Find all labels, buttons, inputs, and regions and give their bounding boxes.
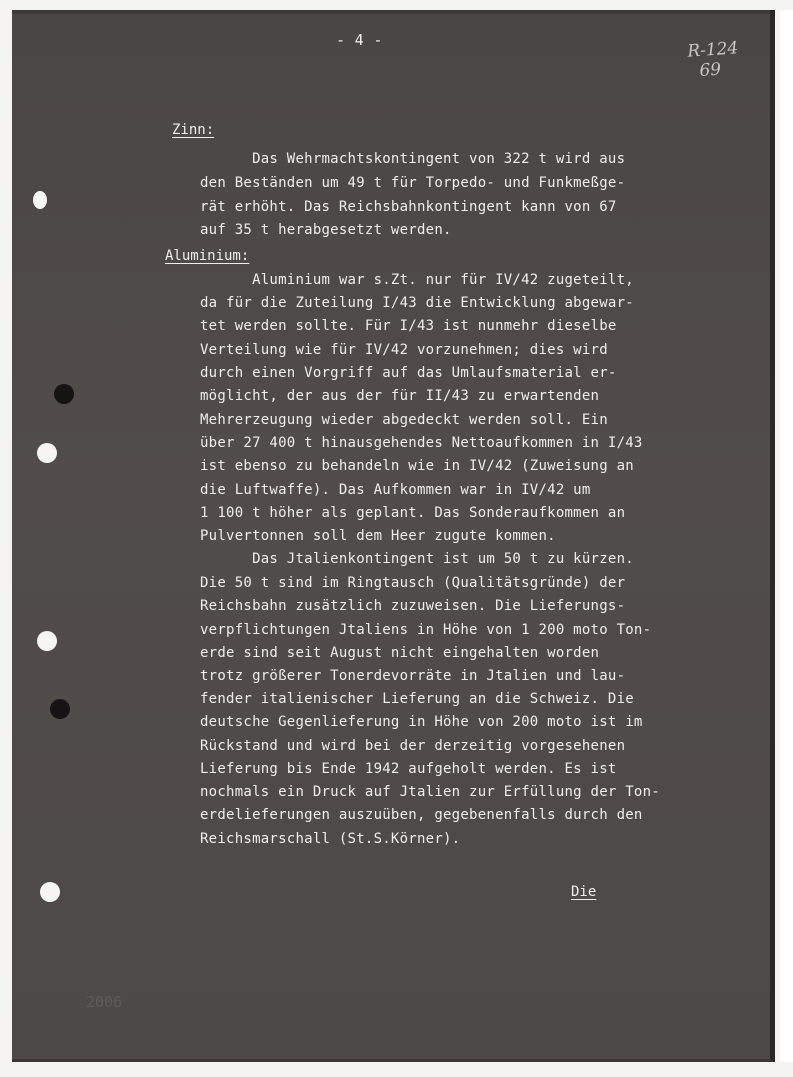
archive-mark-line: R-124 [686, 38, 739, 62]
text-line: über 27 400 t hinausgehendes Nettoaufkommen in I/43 [200, 435, 643, 451]
punch-hole [37, 631, 57, 651]
text-line: Verteilung wie für IV/42 vorzunehmen; dies wird [200, 342, 608, 358]
text-line: Reichsmarschall (St.S.Körner). [200, 831, 461, 847]
text-line: erde sind seit August nicht eingehalten worden [200, 645, 600, 661]
text-line: da für die Zuteilung I/43 die Entwicklung abgewar- [200, 295, 634, 311]
text-line: verpflichtungen Jtaliens in Höhe von 1 200 moto Ton- [200, 622, 652, 638]
text-line: Die 50 t sind im Ringtausch (Qualitätsgründe) der [200, 575, 626, 591]
text-line: nochmals ein Druck auf Jtalien zur Erfüllung der Ton- [200, 784, 660, 800]
text-line: tet werden sollte. Für I/43 ist nunmehr dieselbe [200, 318, 617, 334]
text-line: Aluminium war s.Zt. nur für IV/42 zugeteilt, [200, 272, 634, 288]
page-number: - 4 - [336, 31, 383, 49]
punch-hole [54, 384, 74, 404]
text-line: Mehrerzeugung wieder abgedeckt werden soll. Ein [200, 412, 608, 428]
text-line: erdelieferungen auszuüben, gegebenenfalls durch den [200, 807, 643, 823]
text-line: durch einen Vorgriff auf das Umlaufsmaterial er- [200, 365, 617, 381]
archive-mark-line: 69 [698, 59, 722, 81]
text-line: Das Jtalienkontingent ist um 50 t zu kürzen. [200, 551, 634, 567]
text-line: 1 100 t höher als geplant. Das Sonderaufkommen an [200, 505, 626, 521]
text-line: den Beständen um 49 t für Torpedo- und Funkmeßge- [200, 175, 626, 191]
text-line: die Luftwaffe). Das Aufkommen war in IV/42 um [200, 482, 591, 498]
punch-hole [37, 443, 57, 463]
text-line: Reichsbahn zusätzlich zuzuweisen. Die Lieferungs- [200, 598, 626, 614]
text-line: trotz größerer Tonerdevorräte in Jtalien und lau- [200, 668, 626, 684]
text-line: ist ebenso zu behandeln wie in IV/42 (Zuweisung an [200, 458, 634, 474]
text-line: Pulvertonnen soll dem Heer zugute kommen. [200, 528, 556, 544]
text-line: möglicht, der aus der für II/43 zu erwartenden [200, 388, 600, 404]
text-line: rät erhöht. Das Reichsbahnkontingent kann von 67 [200, 199, 617, 215]
continuation-word: Die [571, 884, 597, 900]
text-line: auf 35 t herabgesetzt werden. [200, 222, 452, 238]
text-line: fender italienischer Lieferung an die Schweiz. Die [200, 691, 634, 707]
faint-page-stamp: 2006 [86, 993, 123, 1011]
section-heading-aluminium: Aluminium: [165, 248, 250, 264]
section-heading-zinn: Zinn: [172, 122, 215, 138]
punch-hole [33, 191, 47, 209]
punch-hole [50, 699, 70, 719]
text-line: deutsche Gegenlieferung in Höhe von 200 moto ist im [200, 714, 643, 730]
text-line: Rückstand und wird bei der derzeitig vorgesehenen [200, 738, 626, 754]
archive-reference-mark [687, 38, 741, 81]
text-line: Lieferung bis Ende 1942 aufgeholt werden. Es ist [200, 761, 617, 777]
page-top-edge [12, 10, 770, 14]
text-line: Das Wehrmachtskontingent von 322 t wird aus [200, 151, 626, 167]
scan-margin-strip [780, 10, 793, 1062]
punch-hole [40, 882, 60, 902]
